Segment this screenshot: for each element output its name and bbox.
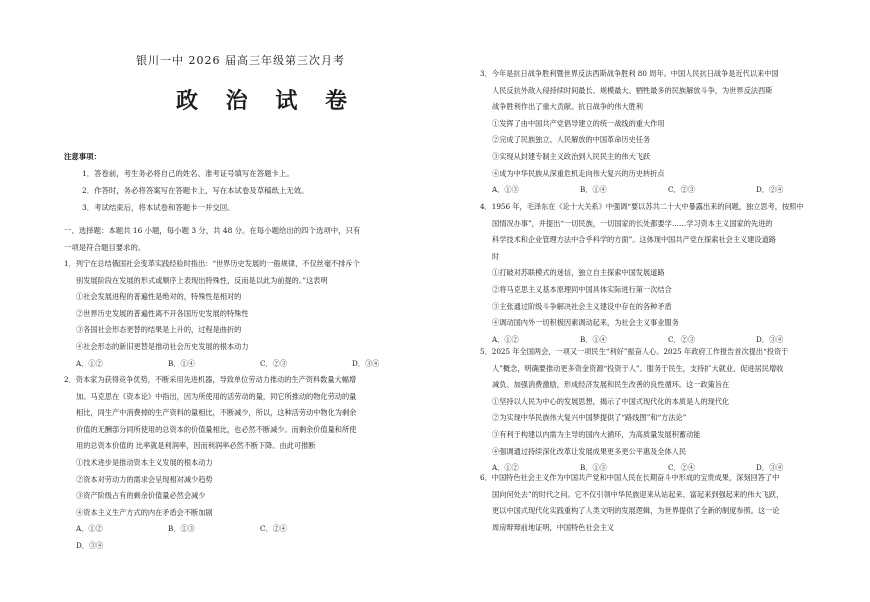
answer-option-c[interactable]: C．②③	[668, 185, 696, 195]
notice-item: 2．作答时，务必将答案写在答题卡上，写在本试卷及草稿纸上无效。	[82, 186, 309, 195]
answer-option-d[interactable]: D．②④	[756, 185, 784, 195]
question-stem: 别发展阶段在发展的形式或顺序上表现出特殊性，反而是以此为前提的。”这表明	[76, 275, 328, 285]
question-stem: 相比，同生产中消费掉的生产资料的量相比，不断减少，所以，这种活劳动中物化为剩余	[76, 408, 357, 418]
question-stem: 更以中国式现代化实践重构了人类文明的发展逻辑，为世界提供了全新的制度参照。这一论	[492, 506, 780, 516]
answer-option-a[interactable]: A．①②	[76, 358, 103, 368]
statement-item: ④强调通过持续深化改革让发展成果更多更公平惠及全体人民	[492, 446, 687, 456]
question-stem: 加。马克思在《资本论》中指出，因为所使用的活劳动的量，同它所推动的物化劳动的量	[76, 391, 357, 401]
statement-item: ③各国社会形态更替的结果是上升的，过程是曲折的	[76, 325, 242, 335]
question-stem: 国情况办事”，并提出“一切民族，一切国家的长处都要学……学习资本主义国家的先进的	[492, 218, 773, 228]
question-stem: 人民反抗外敌入侵持续时间最长、规模最大、牺牲最多的民族解放斗争，为世界反法西斯	[492, 85, 773, 95]
question-5	[480, 344, 845, 477]
statement-item: ①社会发展进程的普遍性是绝对的，特殊性是相对的	[76, 292, 242, 302]
statement-item: ②资本对劳动力的需求会呈现相对减少趋势	[76, 474, 213, 484]
answer-option-c[interactable]: C．②③	[668, 334, 696, 344]
statement-item: ④社会形态的新旧更替是推动社会历史发展的根本动力	[76, 341, 249, 351]
answer-option-b[interactable]: B．①④	[580, 334, 607, 344]
statement-item: ②为实现中华民族伟大复兴中国梦提供了“路线图”和“方法论”	[492, 413, 687, 423]
statement-item: ①打破对苏联模式的迷信，独立自主探索中国发展道路	[492, 268, 665, 278]
statement-item: ①技术进步是推动资本主义发展的根本动力	[76, 457, 213, 467]
right-column	[480, 0, 845, 602]
answer-options	[64, 538, 434, 555]
question-stem: 5．2025 年全国两会，一项又一项民生“利好”振奋人心。2025 年政府工作报告首次提出“投资于	[480, 347, 789, 356]
notice-heading: 注意事项：	[64, 152, 101, 161]
answer-option-c[interactable]: C．②④	[668, 463, 696, 473]
section-line: 一项是符合题目要求的。	[64, 243, 146, 252]
question-2	[64, 372, 434, 555]
statement-item: ③主张通过阶级斗争解决社会主义建设中存在的各种矛盾	[492, 301, 672, 311]
statement-item: ②将马克思主义基本原理同中国具体实际进行第一次结合	[492, 284, 672, 294]
statement-item: ④资本主义生产方式的内在矛盾会不断加剧	[76, 507, 213, 517]
notice-item: 1．答卷前，考生务必将自己的姓名、准考证号填写在答题卡上。	[82, 169, 294, 178]
statement-item: ④成为中华民族从深重危机走向伟大复兴的历史转折点	[492, 168, 665, 178]
question-stem: 周房辩辩前地证明，中国特色社会主义	[492, 522, 615, 532]
answer-option-c[interactable]: C．②③	[260, 358, 288, 368]
answer-option-d[interactable]: D．③④	[756, 334, 784, 344]
question-stem: 2．资本家为获得竞争优势，不断采用先进机器，导致单位劳动力推动的生产资料数量大幅增	[64, 375, 357, 384]
statement-item: ③有利于构建以内需为主导的国内大循环，为高质量发展积蓄动能	[492, 429, 701, 439]
question-stem: 1．列宁在总结俄国社会变革实践经验时指出：“世界历史发展的一般规律，不仅丝毫不排斥个	[64, 259, 360, 268]
question-stem: 4．1956 年，毛泽东在《论十大关系》中强调“要以苏共二十大中暴露出来的问题，独立思考，按照中	[480, 202, 804, 211]
answer-option-d[interactable]: D．③④	[76, 540, 104, 550]
school-title: 银川一中 2026 届高三年级第三次月考	[136, 54, 345, 67]
question-stem: 时	[492, 251, 500, 261]
question-stem: 用的总资本价值的 比率就是利润率，因而利润率必然不断下降。由此可推断	[76, 441, 316, 451]
left-column	[64, 0, 434, 602]
page-title: 政 治 试 卷	[176, 89, 357, 114]
answer-option-b[interactable]: B．①④	[168, 358, 195, 368]
statement-item: ④调动国内外一切积极因素调动起来，为社会主义事业服务	[492, 318, 679, 328]
question-stem: 价值的无酬部分同所使用的总资本的价值量相比，也必然不断减少。而剩余价值量和所使	[76, 424, 357, 434]
statement-item: ①坚持以人民为中心的发展思想，揭示了中国式现代化的本质是人的现代化	[492, 396, 730, 406]
statement-item: ③资产阶级占有的剩余价值量必然会减少	[76, 491, 206, 501]
answer-option-a[interactable]: A．①②	[76, 524, 103, 534]
question-stem: 人”概念，明确要推动更多资金资源“投资于人”、服务于民生，支持扩大就业、促进居民增收	[492, 363, 784, 373]
section-line: 一、选择题：本题共 16 小题，每小题 3 分，共 48 分。在每小题给出的四个选项中，只有	[64, 226, 361, 235]
question-6	[480, 470, 845, 536]
notice-item: 3．考试结束后，将本试卷和答题卡一并交回。	[82, 203, 235, 212]
answer-option-c[interactable]: C．②④	[260, 524, 288, 534]
question-stem: 科学技术和企业管理方法中合乎科学的方面”。这体现中国共产党在探索社会主义建设道路	[492, 235, 776, 245]
question-stem: 战争胜利作出了重大贡献。抗日战争的伟大胜利	[492, 102, 643, 112]
statement-item: ②完成了民族独立、人民解放的中国革命历史任务	[492, 135, 651, 145]
answer-option-a[interactable]: A．①②	[492, 334, 519, 344]
answer-option-a[interactable]: A．①③	[492, 185, 519, 195]
answer-option-a[interactable]: A．①②	[492, 463, 519, 473]
answer-options	[64, 521, 434, 538]
statement-item: ①发挥了由中国共产党倡导建立的统一战线的重大作用	[492, 118, 665, 128]
answer-option-b[interactable]: B．①③	[168, 524, 195, 534]
answer-option-b[interactable]: B．①④	[580, 185, 607, 195]
question-4	[480, 199, 845, 348]
answer-option-d[interactable]: D．③④	[756, 463, 784, 473]
question-1	[64, 256, 434, 372]
statement-item: ③实现从封建专制主义政治到人民民主的伟大飞跃	[492, 151, 651, 161]
question-stem: 6．中国特色社会主义作为中国共产党和中国人民在长期奋斗中形成的宝贵成果，深刻回答了中	[480, 473, 780, 482]
question-stem: 3．今年是抗日战争胜利暨世界反法西斯战争胜利 80 周年。中国人民抗日战争是近代以来中国	[480, 69, 779, 78]
answer-options	[480, 182, 845, 199]
answer-option-b[interactable]: B．①③	[580, 463, 607, 473]
answer-option-d[interactable]: D．③④	[352, 358, 380, 368]
question-3	[480, 66, 845, 199]
statement-item: ②世界历史发展的普遍性离不开各国历史发展的特殊性	[76, 308, 249, 318]
question-stem: 国向何处去”的时代之问。它不仅引领中华民族迎来从站起来、富起来到强起来的伟大飞跃，	[492, 489, 784, 499]
answer-options	[64, 356, 434, 373]
question-stem: 减负、加强消费激励，形成经济发展和民生改善的良性循环。这一政策旨在	[492, 380, 730, 390]
